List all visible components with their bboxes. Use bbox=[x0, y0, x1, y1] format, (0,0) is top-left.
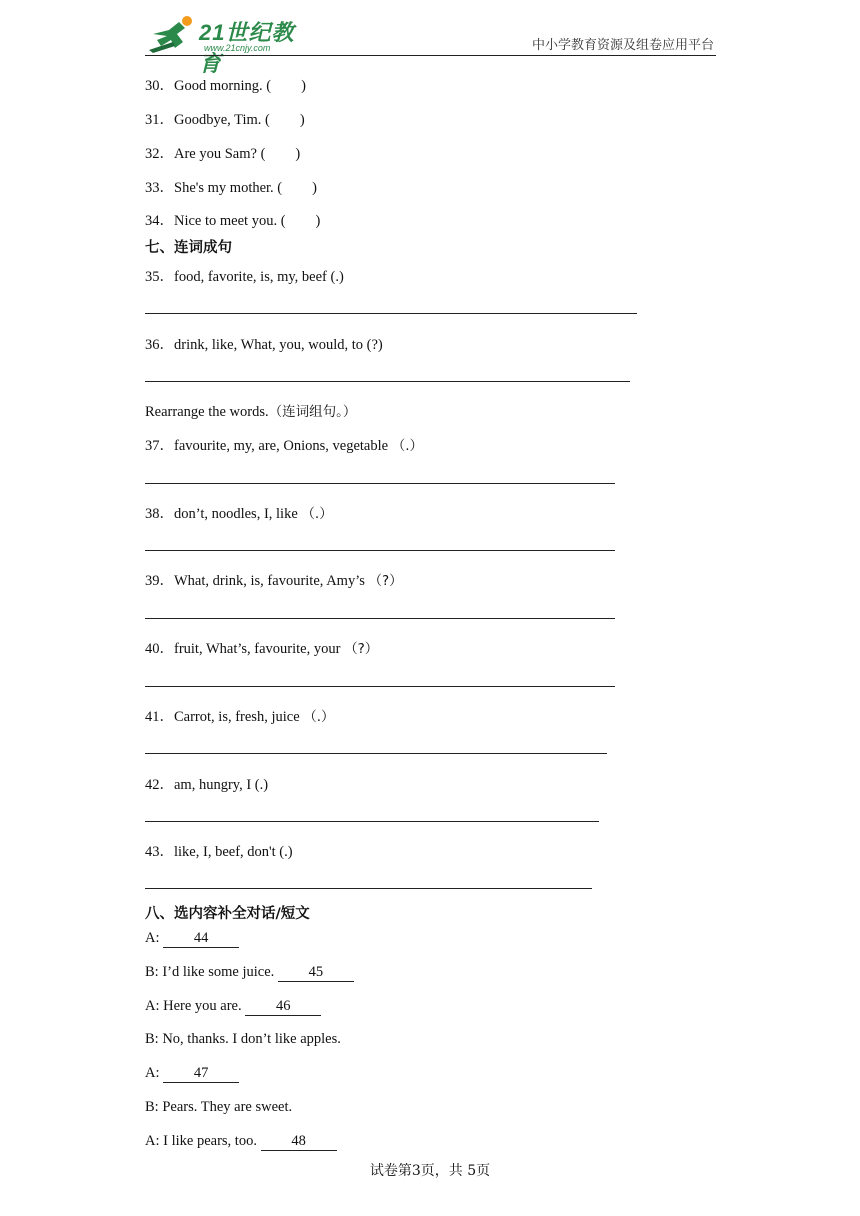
section-7-heading: 七、连词成句 bbox=[145, 240, 232, 256]
question-43: 43．like, I, beef, don't (.) bbox=[145, 844, 293, 860]
answer-line-36[interactable] bbox=[145, 381, 630, 382]
question-39: 39．What, drink, is, favourite, Amy’s （?） bbox=[145, 573, 403, 589]
blank-46[interactable]: 46 bbox=[245, 998, 321, 1016]
page-header bbox=[145, 10, 716, 76]
dialogue-line-7: A: I like pears, too. 48 bbox=[145, 1133, 337, 1151]
question-37: 37．favourite, my, are, Onions, vegetable （.） bbox=[145, 438, 423, 454]
question-38: 38．don’t, noodles, I, like （.） bbox=[145, 506, 333, 522]
question-35: 35．food, favorite, is, my, beef (.) bbox=[145, 269, 344, 285]
dialogue-line-5: A: 47 bbox=[145, 1065, 239, 1083]
answer-line-38[interactable] bbox=[145, 550, 615, 551]
question-40: 40．fruit, What’s, favourite, your （?） bbox=[145, 641, 379, 657]
question-33: 33．She's my mother. ( ) bbox=[145, 180, 317, 196]
question-32: 32．Are you Sam? ( ) bbox=[145, 146, 301, 162]
answer-line-42[interactable] bbox=[145, 821, 599, 822]
question-36: 36．drink, like, What, you, would, to (?) bbox=[145, 337, 383, 353]
question-42: 42．am, hungry, I (.) bbox=[145, 777, 269, 793]
blank-44[interactable]: 44 bbox=[163, 930, 239, 948]
logo-text: 21世纪教育 bbox=[199, 20, 295, 76]
blank-45[interactable]: 45 bbox=[278, 964, 354, 982]
dialogue-line-6: B: Pears. They are sweet. bbox=[145, 1099, 293, 1115]
question-31: 31．Goodbye, Tim. ( ) bbox=[145, 112, 305, 128]
answer-line-40[interactable] bbox=[145, 686, 615, 687]
runner-icon bbox=[147, 12, 199, 54]
dialogue-line-2: B: I’d like some juice. 45 bbox=[145, 964, 354, 982]
answer-line-39[interactable] bbox=[145, 618, 615, 619]
header-platform-text: 中小学教育资源及组卷应用平台 bbox=[531, 38, 714, 53]
logo-url: www.21cnjy.com bbox=[204, 43, 271, 53]
answer-line-41[interactable] bbox=[145, 753, 607, 754]
answer-line-37[interactable] bbox=[145, 483, 615, 484]
header-divider bbox=[145, 55, 716, 56]
dialogue-line-3: A: Here you are. 46 bbox=[145, 998, 321, 1016]
question-30: 30．Good morning. ( ) bbox=[145, 78, 306, 94]
blank-48[interactable]: 48 bbox=[261, 1133, 337, 1151]
question-34: 34．Nice to meet you. ( ) bbox=[145, 213, 321, 229]
section-7-subheading: Rearrange the words.（连词组句。） bbox=[145, 404, 357, 420]
page-footer: 试卷第3页，共 5页 bbox=[369, 1163, 491, 1179]
dialogue-line-1: A: 44 bbox=[145, 930, 239, 948]
answer-line-35[interactable] bbox=[145, 313, 637, 314]
logo bbox=[147, 12, 317, 76]
answer-line-43[interactable] bbox=[145, 888, 592, 889]
blank-47[interactable]: 47 bbox=[163, 1065, 239, 1083]
dialogue-line-4: B: No, thanks. I don’t like apples. bbox=[145, 1031, 341, 1047]
section-8-heading: 八、选内容补全对话/短文 bbox=[145, 906, 310, 922]
question-41: 41．Carrot, is, fresh, juice （.） bbox=[145, 709, 335, 725]
